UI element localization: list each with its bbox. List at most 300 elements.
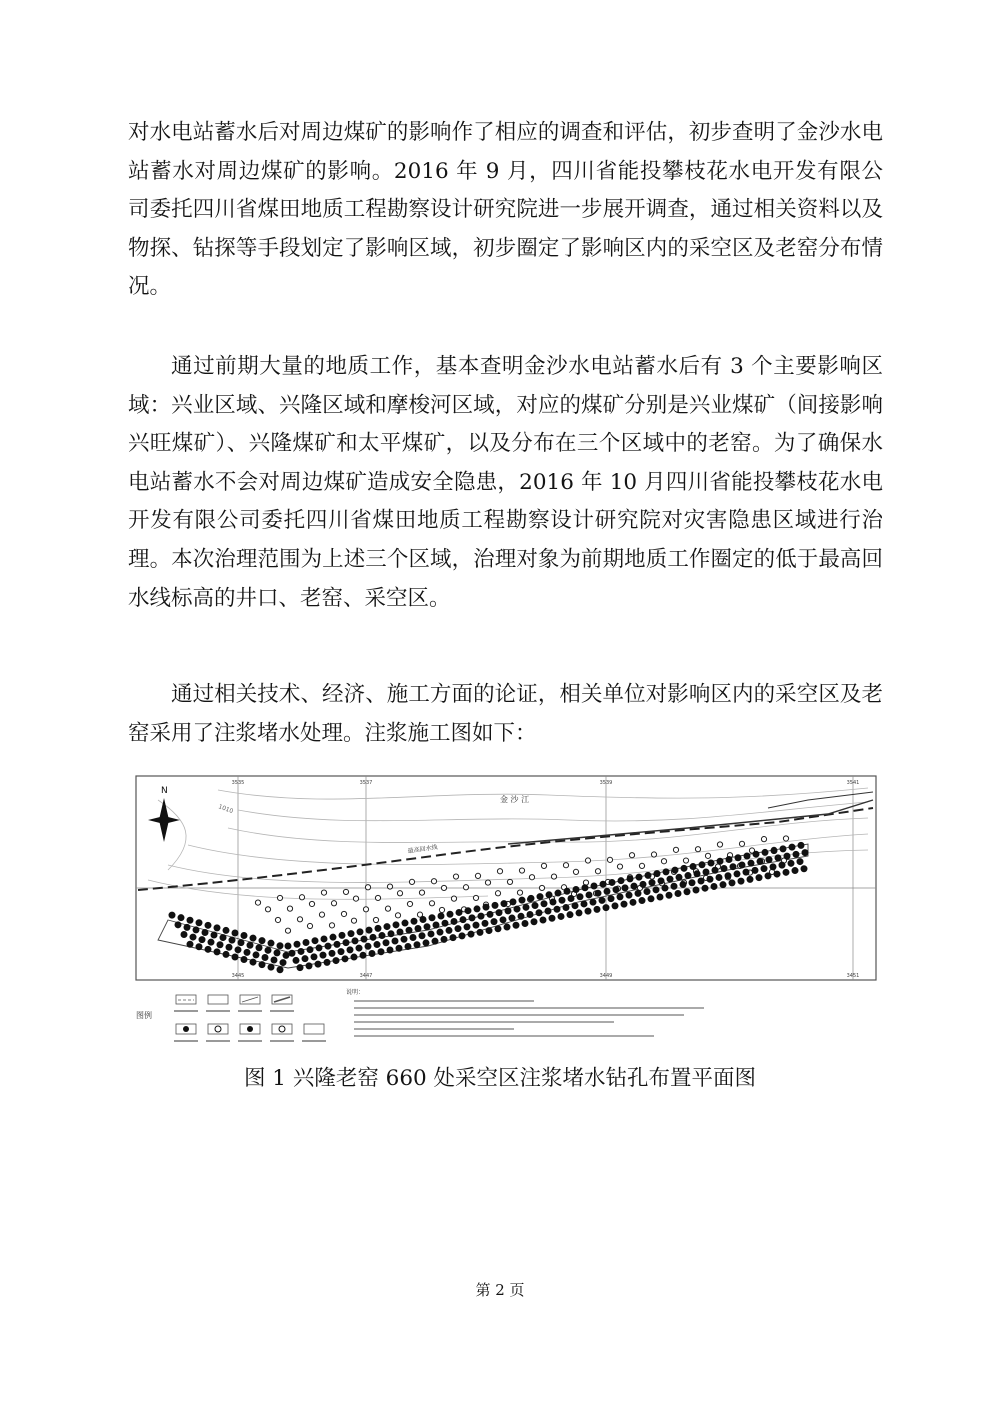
borehole-marker (388, 931, 394, 937)
borehole-marker (702, 885, 708, 891)
borehole-marker (474, 906, 480, 912)
borehole-marker (622, 885, 628, 891)
grid-top-label: 3537 (359, 780, 373, 786)
borehole-marker (199, 937, 205, 943)
borehole-marker (618, 878, 624, 884)
borehole-marker (238, 940, 244, 946)
borehole-marker (627, 876, 633, 882)
borehole-marker (353, 896, 358, 901)
borehole-marker (429, 901, 434, 906)
borehole-marker (564, 888, 570, 894)
borehole-marker (683, 858, 688, 863)
borehole-marker (522, 921, 528, 927)
borehole-marker (247, 942, 253, 948)
borehole-marker (504, 924, 510, 930)
borehole-marker (446, 927, 452, 933)
borehole-marker (339, 932, 345, 938)
borehole-marker (374, 942, 380, 948)
borehole-marker (617, 864, 622, 869)
borehole-marker (528, 895, 534, 901)
borehole-marker (205, 922, 211, 928)
borehole-marker (208, 939, 214, 945)
borehole-marker (450, 935, 456, 941)
borehole-marker (250, 959, 256, 965)
borehole-marker (661, 859, 666, 864)
borehole-marker (573, 887, 579, 893)
borehole-marker (316, 945, 322, 951)
borehole-marker (690, 864, 696, 870)
borehole-marker (277, 967, 283, 973)
borehole-marker (761, 866, 767, 872)
borehole-marker (312, 938, 318, 944)
borehole-marker (626, 892, 632, 898)
borehole-marker (563, 904, 569, 910)
borehole-marker (705, 853, 710, 858)
borehole-marker (603, 905, 609, 911)
borehole-marker (439, 907, 444, 912)
borehole-marker (437, 929, 443, 935)
borehole-marker (568, 895, 574, 901)
borehole-marker (699, 862, 705, 868)
borehole-marker (241, 957, 247, 963)
borehole-marker (766, 857, 772, 863)
borehole-marker (365, 885, 370, 890)
borehole-marker (599, 897, 605, 903)
borehole-marker (793, 851, 799, 857)
borehole-marker (401, 936, 407, 942)
borehole-marker (757, 858, 763, 864)
borehole-marker (299, 895, 304, 900)
borehole-marker (726, 856, 732, 862)
borehole-marker (255, 900, 260, 905)
borehole-marker (375, 925, 381, 931)
grid-top-label: 3535 (231, 780, 245, 786)
borehole-marker (405, 943, 411, 949)
borehole-marker (783, 869, 789, 875)
borehole-marker (672, 867, 678, 873)
borehole-marker (229, 937, 235, 943)
borehole-marker (419, 933, 425, 939)
borehole-marker (802, 850, 808, 856)
borehole-marker (343, 889, 348, 894)
borehole-marker (357, 929, 363, 935)
borehole-marker (226, 944, 232, 950)
borehole-marker (424, 924, 430, 930)
borehole-marker (285, 928, 290, 933)
borehole-marker (384, 924, 390, 930)
borehole-marker (397, 929, 403, 935)
borehole-marker (509, 915, 515, 921)
borehole-marker (402, 920, 408, 926)
borehole-marker (779, 862, 785, 868)
borehole-marker (181, 932, 187, 938)
borehole-marker (169, 912, 175, 918)
borehole-marker (486, 928, 492, 934)
borehole-marker (451, 918, 457, 924)
borehole-marker (187, 941, 193, 947)
borehole-marker (698, 878, 704, 884)
borehole-marker (447, 911, 453, 917)
river-label: 金 沙 江 (500, 795, 530, 804)
borehole-marker (385, 906, 390, 911)
grid-bottom-label: 3451 (846, 973, 860, 979)
legend-title: 图例 (136, 1011, 152, 1020)
borehole-marker (387, 884, 392, 889)
borehole-marker (663, 869, 669, 875)
borehole-marker (586, 892, 592, 898)
borehole-marker (559, 897, 565, 903)
borehole-marker (788, 860, 794, 866)
borehole-marker (338, 949, 344, 955)
borehole-marker (501, 901, 507, 907)
borehole-marker (235, 947, 241, 953)
borehole-marker (780, 846, 786, 852)
borehole-marker (415, 926, 421, 932)
borehole-marker (307, 923, 312, 928)
borehole-marker (334, 941, 340, 947)
borehole-marker (495, 926, 501, 932)
borehole-marker (329, 923, 334, 928)
borehole-marker (277, 895, 282, 900)
borehole-marker (311, 954, 317, 960)
borehole-marker (220, 935, 226, 941)
borehole-marker (671, 883, 677, 889)
borehole-marker (423, 940, 429, 946)
grouting-borehole-map (128, 770, 883, 1055)
borehole-marker (645, 872, 651, 878)
borehole-marker (613, 887, 619, 893)
borehole-marker (232, 954, 238, 960)
borehole-marker (287, 906, 292, 911)
borehole-marker (667, 876, 673, 882)
borehole-marker (297, 917, 302, 922)
borehole-marker (631, 883, 637, 889)
borehole-marker (465, 908, 471, 914)
borehole-marker (463, 885, 468, 890)
borehole-marker (475, 873, 480, 878)
borehole-marker (685, 873, 691, 879)
grid-bottom-label: 3449 (599, 973, 613, 979)
borehole-marker (319, 912, 324, 917)
borehole-marker (244, 949, 250, 955)
borehole-marker (455, 926, 461, 932)
grid-bottom-label: 3445 (231, 973, 245, 979)
borehole-marker (590, 899, 596, 905)
borehole-marker (378, 949, 384, 955)
borehole-marker (572, 903, 578, 909)
paragraph-1: 对水电站蓄水后对周边煤矿的影响作了相应的调查和评估，初步查明了金沙水电站蓄水对周边煤矿的影响。2016 年 9 月，四川省能投攀枝花水电开发有限公司委托四川省煤田地质工程勘察设计研究院进一步展开调查，通过相关资料以及物探、钻探等手段划定了影响区域，初步圈定了影响区内的采空区及老窑分布情况。 (128, 120, 883, 300)
borehole-marker (739, 862, 745, 868)
borehole-marker (654, 871, 660, 877)
borehole-marker (554, 906, 560, 912)
borehole-marker (609, 879, 615, 885)
borehole-marker (711, 883, 717, 889)
borehole-marker (223, 927, 229, 933)
page-number: 第 2 页 (475, 1281, 525, 1299)
borehole-marker (407, 901, 412, 906)
borehole-marker (277, 943, 283, 949)
borehole-marker (187, 917, 193, 923)
borehole-marker (607, 857, 612, 862)
borehole-marker (604, 888, 610, 894)
borehole-marker (432, 938, 438, 944)
borehole-marker (675, 891, 681, 897)
borehole-marker (306, 963, 312, 969)
borehole-marker (387, 947, 393, 953)
borehole-marker (485, 880, 490, 885)
borehole-marker (298, 948, 304, 954)
legend-notes-title: 说明： (346, 989, 365, 996)
borehole-marker (514, 906, 520, 912)
borehole-marker (414, 942, 420, 948)
borehole-marker (541, 901, 547, 907)
borehole-marker (513, 922, 519, 928)
borehole-marker (483, 904, 489, 910)
borehole-marker (629, 853, 634, 858)
grid-top-label: 3539 (599, 780, 613, 786)
borehole-marker (289, 950, 295, 956)
borehole-marker (397, 891, 402, 896)
borehole-marker (393, 922, 399, 928)
borehole-marker (649, 880, 655, 886)
borehole-marker (330, 934, 336, 940)
borehole-marker (464, 924, 470, 930)
borehole-marker (331, 901, 336, 906)
borehole-marker (648, 896, 654, 902)
borehole-marker (608, 896, 614, 902)
borehole-marker (519, 868, 524, 873)
borehole-marker (546, 892, 552, 898)
borehole-marker (507, 879, 512, 884)
borehole-marker (411, 918, 417, 924)
borehole-marker (531, 919, 537, 925)
borehole-marker (567, 912, 573, 918)
borehole-marker (497, 869, 502, 874)
borehole-marker (214, 925, 220, 931)
borehole-marker (563, 863, 568, 868)
borehole-marker (577, 894, 583, 900)
borehole-marker (748, 860, 754, 866)
borehole-marker (725, 873, 731, 879)
borehole-marker (324, 959, 330, 965)
paragraph-3: 通过相关技术、经济、施工方面的论证，相关单位对影响区内的采空区及老窑采用了注浆堵水处理。注浆施工图如下： (128, 682, 883, 746)
borehole-marker (442, 920, 448, 926)
borehole-marker (717, 842, 722, 847)
borehole-marker (491, 919, 497, 925)
borehole-marker (259, 962, 265, 968)
borehole-marker (549, 915, 555, 921)
borehole-marker (551, 874, 556, 879)
borehole-marker (366, 927, 372, 933)
borehole-marker (460, 917, 466, 923)
borehole-marker (676, 874, 682, 880)
borehole-marker (429, 915, 435, 921)
borehole-marker (211, 932, 217, 938)
borehole-marker (738, 878, 744, 884)
borehole-marker (541, 863, 546, 868)
north-label: N (161, 786, 168, 796)
borehole-marker (582, 885, 588, 891)
borehole-marker (555, 890, 561, 896)
borehole-marker (595, 869, 600, 874)
borehole-marker (325, 943, 331, 949)
borehole-marker (373, 917, 378, 922)
borehole-marker (496, 910, 502, 916)
borehole-marker (321, 890, 326, 895)
borehole-marker (617, 894, 623, 900)
borehole-marker (342, 956, 348, 962)
borehole-marker (666, 892, 672, 898)
borehole-marker (265, 907, 270, 912)
borehole-marker (517, 890, 522, 895)
borehole-marker (441, 936, 447, 942)
borehole-marker (539, 885, 544, 890)
borehole-marker (612, 903, 618, 909)
borehole-marker (487, 911, 493, 917)
grid-top-label: 3541 (846, 780, 860, 786)
borehole-marker (392, 938, 398, 944)
borehole-marker (492, 902, 498, 908)
borehole-marker (639, 863, 644, 868)
borehole-marker (428, 931, 434, 937)
borehole-marker (259, 938, 265, 944)
borehole-marker (352, 938, 358, 944)
borehole-marker (285, 943, 291, 949)
borehole-marker (636, 874, 642, 880)
borehole-marker (375, 895, 380, 900)
borehole-marker (241, 933, 247, 939)
borehole-marker (268, 964, 274, 970)
borehole-marker (478, 913, 484, 919)
borehole-marker (734, 871, 740, 877)
borehole-marker (789, 844, 795, 850)
borehole-marker (662, 885, 668, 891)
borehole-marker (275, 917, 280, 922)
borehole-marker (523, 904, 529, 910)
borehole-marker (363, 907, 368, 912)
borehole-marker (468, 931, 474, 937)
borehole-marker (321, 936, 327, 942)
borehole-marker (383, 940, 389, 946)
borehole-marker (395, 913, 400, 918)
borehole-marker (651, 852, 656, 857)
borehole-marker (762, 849, 768, 855)
borehole-marker (519, 897, 525, 903)
borehole-marker (689, 880, 695, 886)
borehole-marker (205, 946, 211, 952)
borehole-marker (540, 917, 546, 923)
borehole-marker (217, 942, 223, 948)
borehole-marker (477, 929, 483, 935)
borehole-marker (361, 936, 367, 942)
borehole-marker (214, 949, 220, 955)
borehole-marker (756, 875, 762, 881)
borehole-marker (329, 950, 335, 956)
borehole-marker (591, 883, 597, 889)
borehole-marker (594, 906, 600, 912)
borehole-marker (761, 837, 766, 842)
borehole-marker (797, 859, 803, 865)
borehole-marker (297, 965, 303, 971)
borehole-marker (280, 960, 286, 966)
borehole-marker (529, 875, 534, 880)
borehole-marker (721, 865, 727, 871)
borehole-marker (681, 865, 687, 871)
contour-label: 1010 (217, 803, 235, 816)
borehole-marker (730, 864, 736, 870)
borehole-marker (265, 947, 271, 953)
borehole-marker (673, 847, 678, 852)
borehole-marker (303, 939, 309, 945)
borehole-marker (735, 855, 741, 861)
borehole-marker (473, 895, 478, 900)
borehole-marker (801, 866, 807, 872)
borehole-marker (500, 917, 506, 923)
borehole-marker (752, 867, 758, 873)
borehole-marker (644, 889, 650, 895)
borehole-marker (639, 898, 645, 904)
borehole-marker (770, 864, 776, 870)
borehole-marker (307, 947, 313, 953)
borehole-marker (351, 918, 356, 923)
borehole-marker (783, 836, 788, 841)
borehole-marker (320, 952, 326, 958)
borehole-marker (585, 858, 590, 863)
borehole-marker (775, 855, 781, 861)
borehole-marker (536, 910, 542, 916)
legend (136, 988, 704, 1042)
borehole-marker (223, 951, 229, 957)
borehole-marker (581, 901, 587, 907)
borehole-marker (774, 871, 780, 877)
borehole-marker (653, 887, 659, 893)
borehole-marker (532, 903, 538, 909)
borehole-marker (283, 952, 289, 958)
borehole-marker (419, 890, 424, 895)
borehole-marker (635, 890, 641, 896)
borehole-marker (341, 911, 346, 916)
borehole-marker (798, 842, 804, 848)
borehole-marker (333, 958, 339, 964)
borehole-marker (190, 934, 196, 940)
borehole-marker (753, 851, 759, 857)
borehole-marker (410, 934, 416, 940)
borehole-marker (365, 943, 371, 949)
borehole-marker (707, 876, 713, 882)
borehole-marker (453, 874, 458, 879)
borehole-marker (302, 956, 308, 962)
borehole-marker (684, 889, 690, 895)
borehole-marker (621, 901, 627, 907)
borehole-marker (657, 894, 663, 900)
borehole-marker (739, 841, 744, 846)
borehole-marker (784, 853, 790, 859)
borehole-marker (573, 869, 578, 874)
borehole-marker (196, 944, 202, 950)
borehole-marker (315, 961, 321, 967)
borehole-marker (441, 885, 446, 890)
borehole-marker (527, 912, 533, 918)
borehole-marker (451, 896, 456, 901)
borehole-marker (256, 945, 262, 951)
borehole-marker (716, 874, 722, 880)
borehole-marker (438, 913, 444, 919)
borehole-marker (694, 871, 700, 877)
borehole-marker (495, 891, 500, 896)
borehole-marker (343, 940, 349, 946)
borehole-marker (268, 940, 274, 946)
borehole-marker (356, 945, 362, 951)
